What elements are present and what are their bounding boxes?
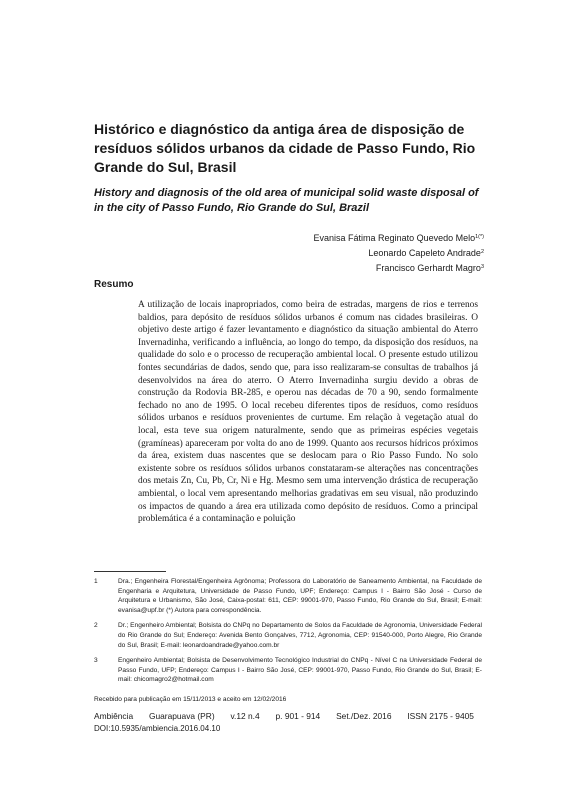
footnote-text: Engenheiro Ambiental; Bolsista de Desenvolvimento Tecnológico Industrial do CNPq - Nível C na Universidade Federal de Passo Fundo, UFP; Endereço: Campus I - Bairro São José, CEP: 99001-970, Passo Fundo, Rio Grande do Sul, Brasil; E-mail: chicomagro2@hotmail.com: [118, 657, 482, 684]
journal-issn: ISSN 2175 - 9405: [407, 711, 474, 721]
footnote-1: [94, 577, 482, 615]
author-affiliation-mark: 1(*): [475, 234, 484, 240]
footnotes: [94, 577, 482, 691]
article-title-english: History and diagnosis of the old area of municipal solid waste disposal of in the city of Passo Fundo, Rio Grande do Sul, Brazil: [94, 187, 479, 214]
author-3: [184, 260, 484, 275]
journal-city: Guarapuava (PR): [148, 711, 215, 721]
author-affiliation-mark: 3: [480, 264, 484, 270]
footnote-number: 2: [94, 622, 98, 630]
received-accepted-note: Recebido para publicação em 15/11/2013 e aceito em 12/02/2016: [94, 696, 287, 703]
author-list: [184, 230, 484, 275]
journal-name: Ambiência: [94, 711, 134, 721]
footnote-number: 3: [94, 657, 98, 665]
author-affiliation-mark: 2: [480, 249, 484, 255]
abstract-body: A utilização de locais inapropriados, como beira de estradas, margens de rios e terrenos baldios, para depósito de resíduos sólidos urbanos é comum nas cidades brasileiras. O objetivo deste artigo é fazer levantamento e diagnóstico da situação ambiental do Aterro Invernadinha, verificando a influência, ao longo do tempo, da disposição dos resíduos, na qualidade do solo e o processo de recuperação ambiental local. O presente estudo utilizou fontes secundárias de dados, sendo que, para isso realizaram-se consultas de trabalhos já desenvolvidos na área do aterro. O Aterro Invernadinha surgiu devido a obras de construção da Rodovia BR-285, e operou nas décadas de 70 a 90, sendo formalmente fechado no ano de 1995. O local recebeu diferentes tipos de resíduos, como resíduos sólidos urbanos e resíduos provenientes de curtume. Em relação à vegetação atual do local, esta teve sua origem naturalmente, sendo que as primeiras espécies vegetais (gramíneas) apareceram por volta do ano de 1999. Quanto aos recursos hídricos próximos da área, existem duas nascentes que se deslocam para o Rio Passo Fundo. No solo existente sobre os resíduos sólidos urbanos constataram-se alterações nas concentrações dos metais Zn, Cu, Pb, Cr, Ni e Hg. Mesmo sem uma intervenção drástica de recuperação ambiental, o local vem apresentando melhorias gradativas em seu visual, não produzindo os impactos de quando a área era utilizada como depósito de resíduos. Como a principal problemática é a contaminação e poluição: [138, 300, 478, 525]
abstract-heading: Resumo: [94, 279, 134, 290]
author-name: Leonardo Capeleto Andrade: [368, 248, 481, 258]
journal-citation-line: [94, 711, 474, 721]
doi: DOI:10.5935/ambiencia.2016.04.10: [94, 724, 221, 733]
footnote-text: Dra.; Engenheira Florestal/Engenheira Agrônoma; Professora do Laboratório de Saneamento Ambiental, na Faculdade de Engenharia e Arquitetura, Universidade de Passo Fundo, UPF; Endereço: Campus I - Bairro São José - Curso de Arquitetura e Urbanismo, São José, Caixa-postal: 611, CEP: 99001-970, Passo Fundo, Rio Grande do Sul, Brasil; E-mail: evanisa@upf.br (*) Autora para correspondência.: [118, 578, 482, 614]
footnote-text: Dr.; Engenheiro Ambiental; Bolsista do CNPq no Departamento de Solos da Faculdade de Agronomia, Universidade Federal do Rio Grande do Sul; Endereço: Avenida Bento Gonçalves, 7712, Agronomia, CEP: 91540-000, Porto Alegre, Rio Grande do Sul, Brasil; E-mail: leonardoandrade@yahoo.com.br: [118, 622, 482, 649]
footnote-3: [94, 656, 482, 685]
author-name: Evanisa Fátima Reginato Quevedo Melo: [313, 233, 476, 243]
journal-volume: v.12 n.4: [230, 711, 260, 721]
journal-pages: p. 901 - 914: [275, 711, 321, 721]
author-2: [184, 245, 484, 260]
footnote-divider: [94, 571, 166, 572]
footnote-2: [94, 621, 482, 650]
author-1: [184, 230, 484, 245]
journal-date: Set./Dez. 2016: [336, 711, 392, 721]
article-title-portuguese: Histórico e diagnóstico da antiga área de disposição de resíduos sólidos urbanos da cidade de Passo Fundo, Rio Grande do Sul, Brasil: [94, 121, 476, 175]
footnote-number: 1: [94, 578, 98, 585]
author-name: Francisco Gerhardt Magro: [375, 263, 481, 273]
